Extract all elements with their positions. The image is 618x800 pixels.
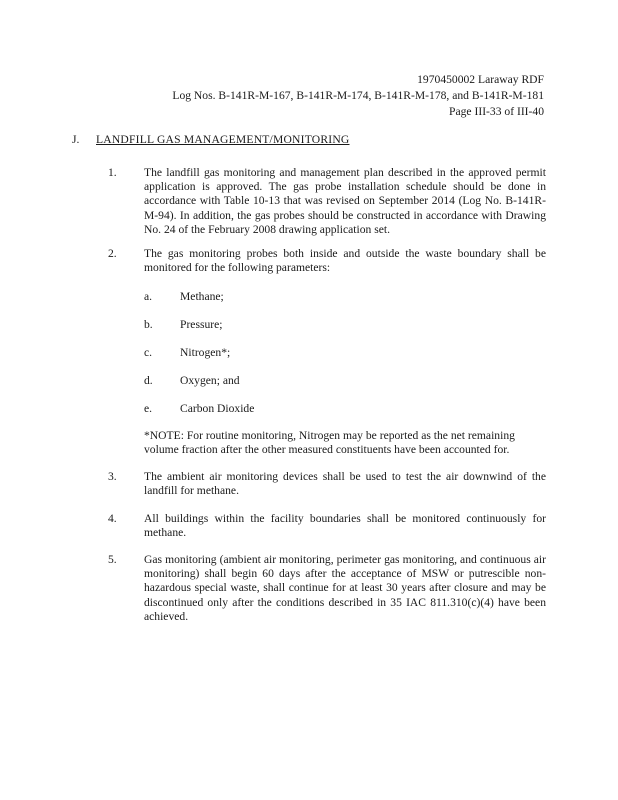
subitem-letter: b. xyxy=(144,318,153,331)
section-title: LANDFILL GAS MANAGEMENT/MONITORING xyxy=(96,133,350,146)
note-text: *NOTE: For routine monitoring, Nitrogen may be reported as the net remaining volume fraction after the other measured constituents have been accounted for. xyxy=(144,429,515,457)
header-page-number: Page III-33 of III-40 xyxy=(449,105,544,118)
item-number: 3. xyxy=(108,470,117,483)
subitem-letter: d. xyxy=(144,374,153,387)
section-letter: J. xyxy=(72,133,80,146)
header-permit-line: 1970450002 Laraway RDF xyxy=(417,73,544,86)
subitem-text: Nitrogen*; xyxy=(180,346,231,359)
subitem-letter: e. xyxy=(144,402,153,415)
subitem-text: Pressure; xyxy=(180,318,223,331)
subitem-text: Methane; xyxy=(180,290,224,303)
subitem-letter: c. xyxy=(144,346,153,359)
item-text: The gas monitoring probes both inside and outside the waste boundary shall be monitored for the following parameters: xyxy=(144,247,546,275)
item-text: The ambient air monitoring devices shall be used to test the air downwind of the landfill for methane. xyxy=(144,470,546,498)
subitem-letter: a. xyxy=(144,290,153,303)
item-number: 1. xyxy=(108,166,117,179)
item-text: The landfill gas monitoring and management plan described in the approved permit application is approved. The gas probe installation schedule should be done in accordance with Table 10-13 that was revised on September 2014 (Log No. B-141R-M-94). In addition, the gas probes should be constructed in accordance with Drawing No. 24 of the February 2008 drawing application set. xyxy=(144,166,546,236)
item-number: 5. xyxy=(108,553,117,566)
subitem-text: Carbon Dioxide xyxy=(180,402,255,415)
subitem-text: Oxygen; and xyxy=(180,374,240,387)
header-log-numbers: Log Nos. B-141R-M-167, B-141R-M-174, B-141R-M-178, and B-141R-M-181 xyxy=(172,89,544,102)
item-text: Gas monitoring (ambient air monitoring, perimeter gas monitoring, and continuous air monitoring) shall begin 60 days after the acceptance of MSW or putrescible non-hazardous special waste, shall continue for at least 30 years after closure and may be discontinued only after the conditions described in 35 IAC 811.310(c)(4) have been achieved. xyxy=(144,553,546,623)
item-text: All buildings within the facility boundaries shall be monitored continuously for methane. xyxy=(144,512,546,540)
item-number: 4. xyxy=(108,512,117,525)
item-number: 2. xyxy=(108,247,117,260)
